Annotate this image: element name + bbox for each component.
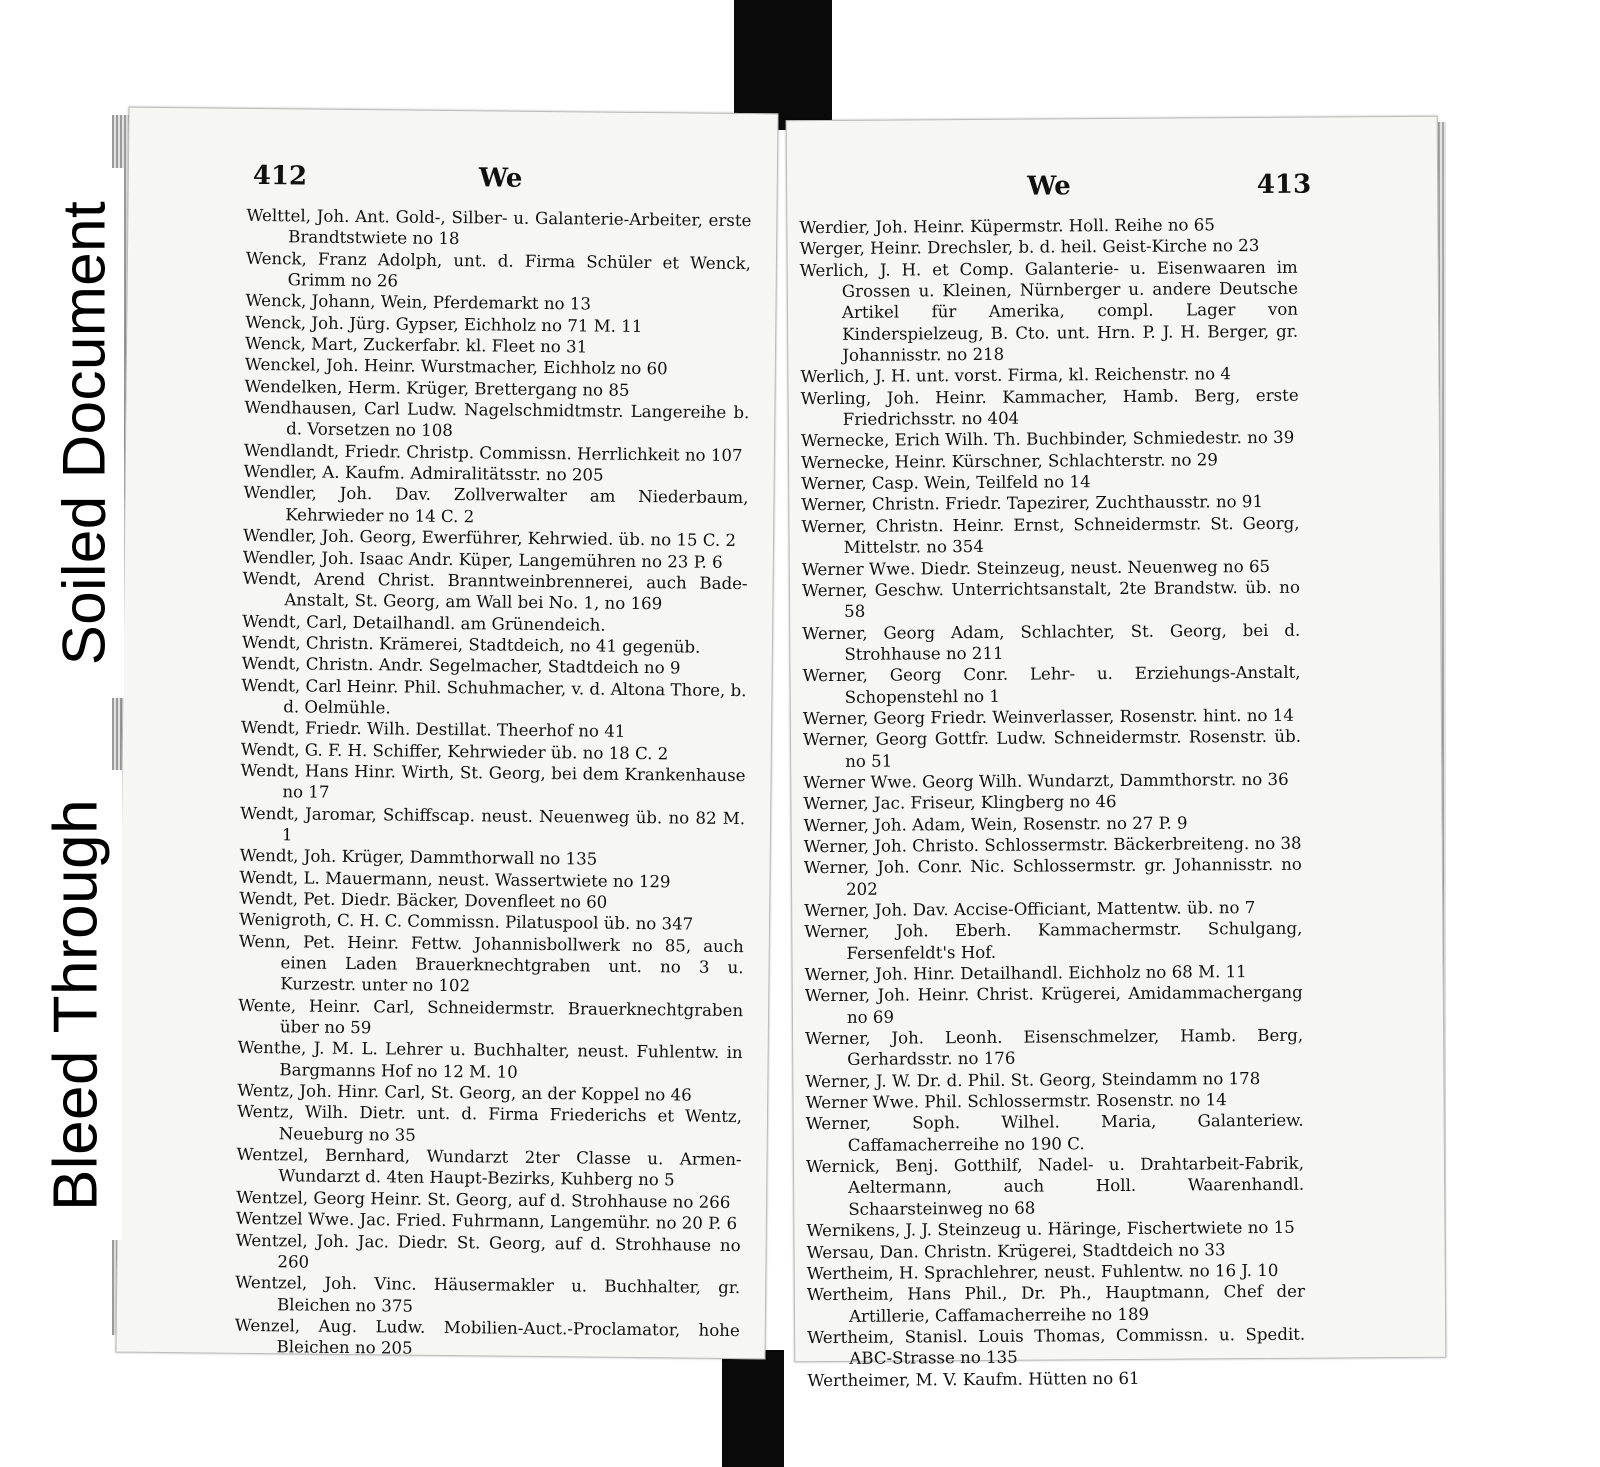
directory-entry: Werling, Joh. Heinr. Kammacher, Hamb. Berg, erste Friedrichsstr. no 404: [800, 385, 1299, 429]
binding-strip-top: [734, 0, 832, 130]
directory-entry: Wendt, Christn. Krämerei, Stadtdeich, no 41 gegenüb.: [241, 632, 701, 657]
right-page-number: 413: [1256, 169, 1312, 201]
directory-entry: Wentzel, Joh. Vinc. Häusermakler u. Buchhalter, gr. Bleichen no 375: [235, 1273, 741, 1316]
directory-entry: Werner, Joh. Dav. Accise-Officiant, Mattentw. üb. no 7: [804, 898, 1256, 921]
right-directory-entries: [799, 214, 1305, 1391]
directory-entry: Wendelken, Herm. Krüger, Brettergang no 85: [244, 376, 630, 400]
directory-entry: Werner, Joh. Leonh. Eisenschmelzer, Hamb. Berg, Gerhardsstr. no 176: [805, 1025, 1304, 1070]
left-directory-entries: [234, 205, 751, 1363]
directory-entry: Werlich, J. H. et Comp. Galanterie- u. Eisenwaaren im Grossen u. Kleinen, Nürnberger u. andere Deutsche Artikel für Amerika, compl. Lager von Kinderspielzeug, B. Cto. unt. Hrn. P. J. H. Berger, gr. Johannisstr. no 218: [799, 257, 1299, 365]
directory-entry: Wendt, Hans Hinr. Wirth, St. Georg, bei dem Krankenhause no 17: [240, 760, 746, 803]
directory-entry: Wentzel, Joh. Jac. Diedr. St. Georg, auf d. Strohhause no 260: [235, 1230, 741, 1272]
right-page-header: [787, 169, 1437, 214]
directory-entry: Werner, Joh. Hinr. Detailhandl. Eichholz no 68 M. 11: [804, 962, 1247, 985]
directory-entry: Wendler, Joh. Dav. Zollverwalter am Niederbaum, Kehrwieder no 14 C. 2: [243, 483, 749, 527]
bleed-through-text: Bleed Through: [41, 798, 111, 1212]
directory-entry: Werner, Christn. Heinr. Ernst, Schneidermstr. St. Georg, Mittelstr. no 354: [801, 513, 1300, 558]
directory-entry: Werner, Joh. Heinr. Christ. Krügerei, Amidammachergang no 69: [804, 983, 1303, 1027]
directory-entry: Wernikens, J. J. Steinzeug u. Häringe, Fischertwiete no 15: [806, 1217, 1295, 1241]
directory-entry: Wenck, Franz Adolph, unt. d. Firma Schüler et Wenck, Grimm no 26: [245, 248, 752, 291]
directory-entry: Wenn, Pet. Heinr. Fettw. Johannisbollwerk no 85, auch einen Laden Brauerknechtgraben unt. no 3 u. Kurzestr. unter no 102: [238, 931, 744, 996]
directory-entry: Werner, Jac. Friseur, Klingberg no 46: [803, 792, 1117, 814]
directory-entry: Wenck, Joh. Jürg. Gypser, Eichholz no 71 M. 11: [245, 312, 643, 336]
directory-entry: Wendhausen, Carl Ludw. Nagelschmidtmstr. Langereihe b. d. Vorsetzen no 108: [244, 397, 750, 441]
directory-entry: Wendt, Pet. Diedr. Bäcker, Dovenfleet no 60: [239, 888, 608, 912]
directory-entry: Wenthe, J. M. L. Lehrer u. Buchhalter, neust. Fuhlentw. in Bargmanns Hof no 12 M. 10: [237, 1038, 743, 1082]
directory-entry: Wendt, L. Mauermann, neust. Wassertwiete no 129: [239, 867, 671, 892]
directory-entry: Werner, Joh. Christo. Schlossermstr. Bäckerbreiteng. no 38: [803, 833, 1302, 857]
directory-entry: Wentz, Joh. Hinr. Carl, St. Georg, an der Koppel no 46: [237, 1080, 692, 1105]
directory-entry: Wendt, Arend Christ. Branntweinbrennerei, auch Bade-Anstalt, St. Georg, am Wall bei No. 1, no 169: [242, 568, 748, 614]
directory-entry: Welttel, Joh. Ant. Gold-, Silber- u. Galanterie-Arbeiter, erste Brandtstwiete no 18: [246, 205, 752, 249]
directory-entry: Wenzel, Aug. Ludw. Mobilien-Auct.-Proclamator, hohe Bleichen no 205: [234, 1315, 740, 1358]
directory-entry: Wendler, A. Kaufm. Admiralitätsstr. no 205: [243, 461, 604, 485]
directory-entry: Wenckel, Joh. Heinr. Wurstmacher, Eichholz no 60: [244, 355, 668, 379]
directory-entry: Wersau, Dan. Christn. Krügerei, Stadtdeich no 33: [806, 1239, 1226, 1262]
binding-strip-bottom: [722, 1350, 784, 1467]
directory-entry: Wente, Heinr. Carl, Schneidermstr. Brauerknechtgraben über no 59: [238, 995, 744, 1038]
left-page-number: 412: [252, 160, 308, 192]
left-page-header-letters: We: [478, 163, 523, 194]
right-page: [786, 116, 1447, 1390]
directory-entry: Werlich, J. H. unt. vorst. Firma, kl. Reichenstr. no 4: [800, 364, 1231, 387]
directory-entry: Wertheimer, M. V. Kaufm. Hütten no 61: [807, 1368, 1140, 1390]
directory-entry: Werner, Joh. Eberh. Kammachermstr. Schulgang, Fersenfeldt's Hof.: [804, 919, 1303, 963]
right-page-header-letters: We: [1027, 171, 1071, 202]
directory-entry: Wenigroth, C. H. C. Commissn. Pilatuspool üb. no 347: [238, 910, 694, 934]
directory-entry: Werner, Christn. Friedr. Tapezirer, Zuchthausstr. no 91: [801, 492, 1264, 515]
directory-entry: Werner, Casp. Wein, Teilfeld no 14: [801, 472, 1091, 494]
directory-entry: Wertheim, H. Sprachlehrer, neust. Fuhlentw. no 16 J. 10: [806, 1260, 1279, 1284]
directory-entry: Wernecke, Heinr. Kürschner, Schlachterstr. no 29: [800, 450, 1218, 472]
directory-entry: Werner, Joh. Adam, Wein, Rosenstr. no 27 P. 9: [803, 813, 1188, 835]
directory-entry: Wenck, Johann, Wein, Pferdemarkt no 13: [245, 291, 592, 314]
directory-entry: Wendt, Carl Heinr. Phil. Schuhmacher, v. d. Altona Thore, b. d. Oelmühle.: [241, 675, 747, 718]
directory-entry: Werner, Georg Friedr. Weinverlasser, Rosenstr. hint. no 14: [802, 705, 1294, 729]
directory-entry: Wertheim, Hans Phil., Dr. Ph., Hauptmann, Chef der Artillerie, Caffamacherreihe no 189: [806, 1281, 1305, 1326]
directory-entry: Wertheim, Stanisl. Louis Thomas, Commissn. u. Spedit. ABC-Strasse no 135: [807, 1324, 1306, 1369]
directory-entry: Wentzel, Georg Heinr. St. Georg, auf d. Strohhause no 266: [236, 1187, 731, 1212]
directory-entry: Werger, Heinr. Drechsler, b. d. heil. Geist-Kirche no 23: [799, 236, 1260, 259]
directory-entry: Wernecke, Erich Wilh. Th. Buchbinder, Schmiedestr. no 39: [800, 428, 1295, 451]
directory-entry: Werner Wwe. Georg Wilh. Wundarzt, Dammthorstr. no 36: [803, 769, 1289, 793]
directory-entry: Werdier, Joh. Heinr. Küpermstr. Holl. Reihe no 65: [799, 215, 1215, 238]
directory-entry: Werner, J. W. Dr. d. Phil. St. Georg, Steindamm no 178: [805, 1068, 1261, 1091]
directory-entry: Werner, Geschw. Unterrichtsanstalt, 2te Brandstw. üb. no 58: [801, 577, 1301, 622]
directory-entry: Wenck, Mart, Zuckerfabr. kl. Fleet no 31: [244, 333, 588, 357]
directory-entry: Wendt, Friedr. Wilh. Destillat. Theerhof no 41: [240, 718, 626, 742]
directory-entry: Werner, Soph. Wilhel. Maria, Galanteriew. Caffamacherreihe no 190 C.: [805, 1111, 1304, 1155]
directory-entry: Wendt, Joh. Krüger, Dammthorwall no 135: [239, 846, 598, 869]
directory-entry: Werner, Georg Gottfr. Ludw. Schneidermstr. Rosenstr. üb. no 51: [802, 726, 1302, 771]
bleed-through-label: [30, 770, 122, 1240]
directory-entry: Wendlandt, Friedr. Christp. Commissn. Herrlichkeit no 107: [243, 440, 743, 465]
left-page-header: [129, 160, 777, 207]
directory-entry: Wentzel Wwe. Jac. Fried. Fuhrmann, Langemühr. no 20 P. 6: [235, 1208, 738, 1234]
directory-entry: Werner, Georg Conr. Lehr- u. Erziehungs-Anstalt, Schopenstehl no 1: [802, 662, 1301, 707]
directory-entry: Werner Wwe. Phil. Schlossermstr. Rosenstr. no 14: [805, 1090, 1227, 1113]
directory-entry: Wentz, Wilh. Dietr. unt. d. Firma Friederichs et Wentz, Neueburg no 35: [236, 1102, 743, 1145]
directory-entry: Wentzel, Bernhard, Wundarzt 2ter Classe u. Armen-Wundarzt d. 4ten Haupt-Bezirks, Kuhberg no 5: [236, 1144, 742, 1190]
directory-entry: Wendler, Joh. Isaac Andr. Küper, Langemühren no 23 P. 6: [242, 547, 723, 572]
left-page: [115, 107, 778, 1360]
directory-entry: Werner, Georg Adam, Schlachter, St. Georg, bei d. Strohhause no 211: [802, 620, 1301, 664]
soiled-document-text: Soiled Document: [50, 200, 118, 666]
directory-entry: Wendt, Jaromar, Schiffscap. neust. Neuenweg üb. no 82 M. 1: [240, 803, 746, 845]
directory-entry: Wendler, Joh. Georg, Ewerführer, Kehrwied. üb. no 15 C. 2: [242, 526, 737, 551]
directory-entry: Wendt, Carl, Detailhandl. am Grünendeich.: [242, 611, 606, 635]
directory-entry: Werner, Joh. Conr. Nic. Schlossermstr. gr. Johannisstr. no 202: [803, 855, 1302, 899]
directory-entry: Werner Wwe. Diedr. Steinzeug, neust. Neuenweg no 65: [801, 556, 1271, 579]
directory-entry: Wendt, Christn. Andr. Segelmacher, Stadtdeich no 9: [241, 654, 681, 678]
soiled-document-label: [44, 168, 124, 698]
directory-entry: Wendt, G. F. H. Schiffer, Kehrwieder üb. no 18 C. 2: [240, 739, 669, 763]
directory-entry: Wernick, Benj. Gotthilf, Nadel- u. Drahtarbeit-Fabrik, Aeltermann, auch Holl. Waarenhandl. Schaarsteinweg no 68: [805, 1153, 1305, 1219]
